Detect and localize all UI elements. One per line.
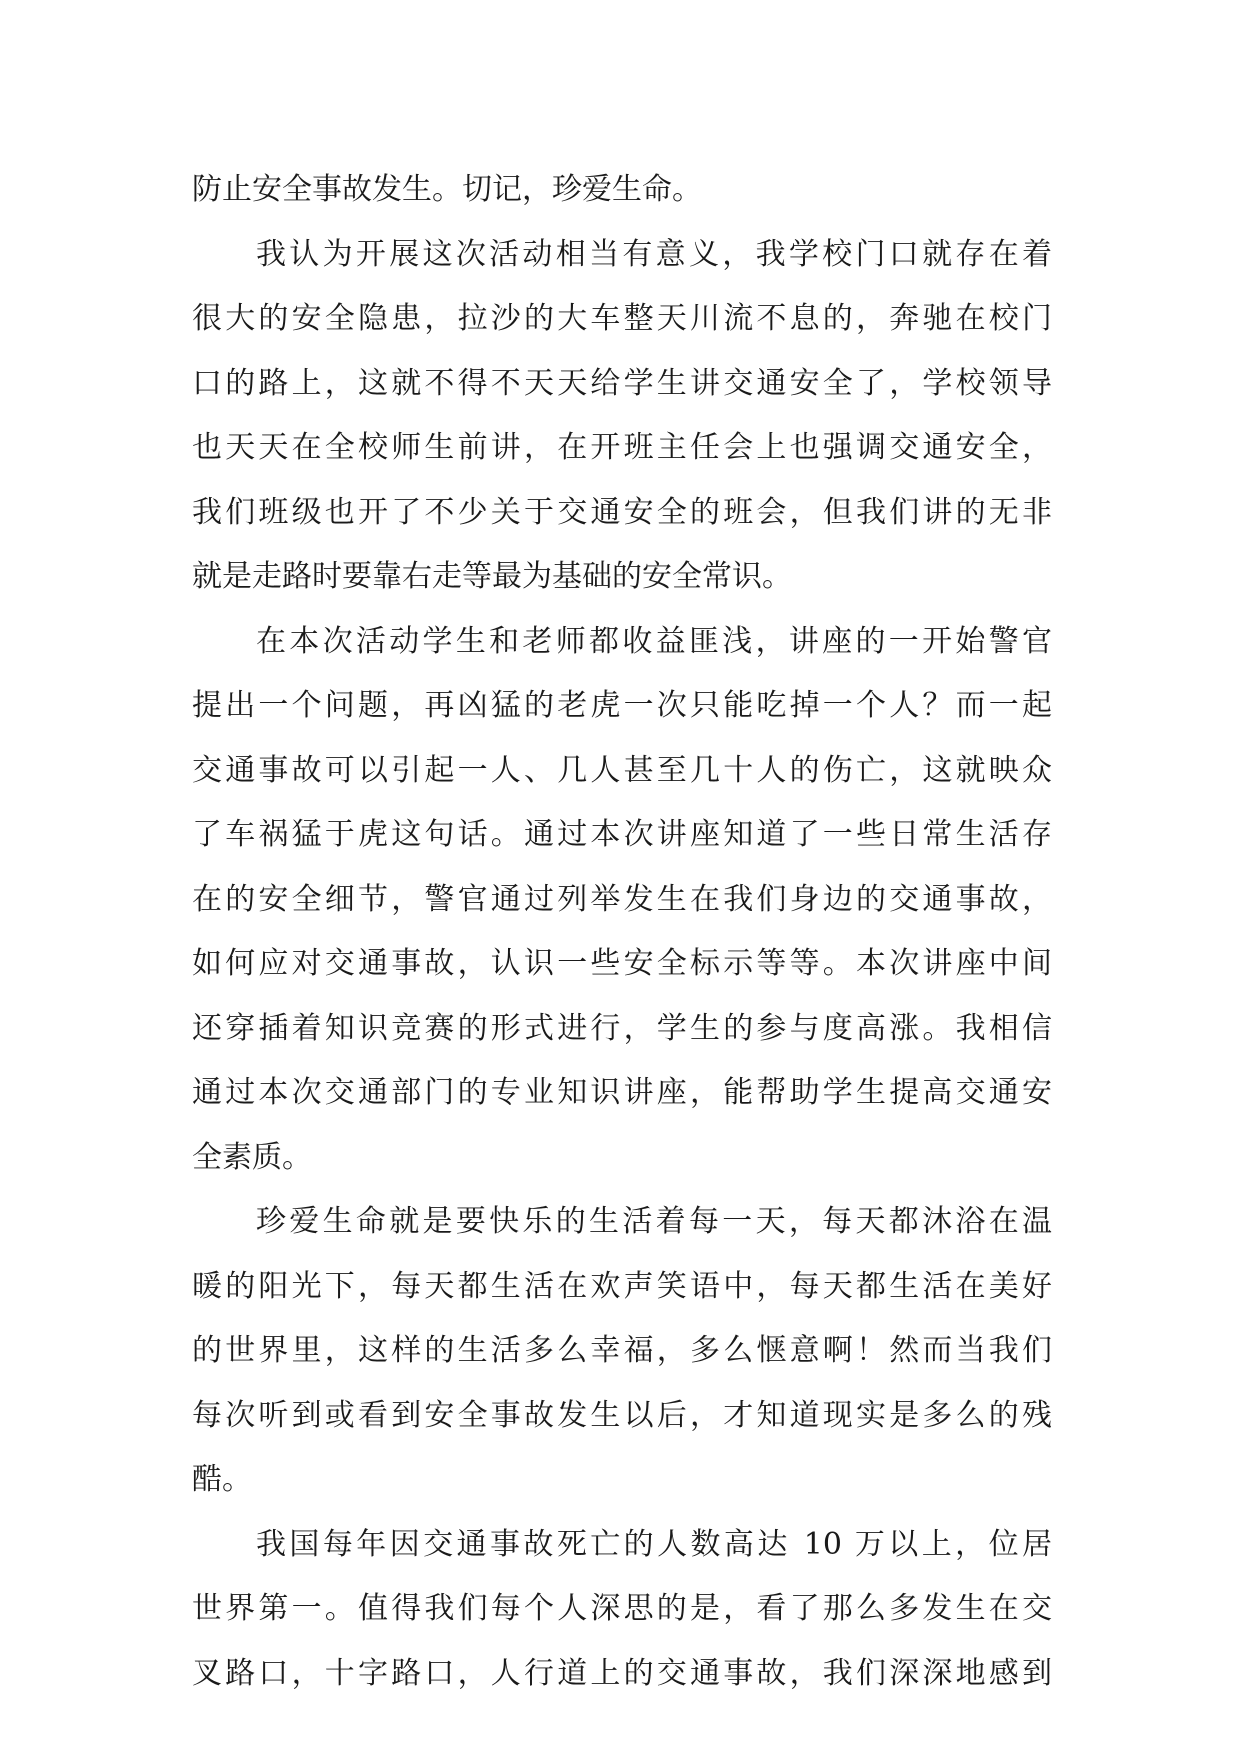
text-line: 全素质。: [192, 1139, 312, 1175]
text-line: 通过本次交通部门的专业知识讲座，能帮助学生提高交通安: [192, 1075, 1052, 1110]
paragraph-start-line: 在本次活动学生和老师都收益匪浅，讲座的一开始警官: [256, 623, 1052, 659]
body-text: [192, 158, 1052, 1706]
text-line: 叉路口，十字路口，人行道上的交通事故，我们深深地感到: [192, 1655, 1052, 1691]
text-line: 交通事故可以引起一人、几人甚至几十人的伤亡，这就映众: [192, 752, 1052, 788]
paragraph-start-line: 我国每年因交通事故死亡的人数高达 10 万以上，位居: [256, 1526, 1052, 1562]
text-line: 的世界里，这样的生活多么幸福，多么惬意啊！然而当我们: [192, 1333, 1052, 1368]
text-line: 每次听到或看到安全事故发生以后，才知道现实是多么的残: [192, 1397, 1052, 1433]
text-line: 暖的阳光下，每天都生活在欢声笑语中，每天都生活在美好: [192, 1268, 1052, 1304]
paragraph-start-line: 我认为开展这次活动相当有意义，我学校门口就存在着: [256, 236, 1052, 272]
text-line: 口的路上，这就不得不天天给学生讲交通安全了，学校领导: [192, 365, 1052, 401]
text-line: 我们班级也开了不少关于交通安全的班会，但我们讲的无非: [192, 494, 1052, 530]
text-line: 防止安全事故发生。切记，珍爱生命。: [192, 172, 702, 207]
text-line: 还穿插着知识竞赛的形式进行，学生的参与度高涨。我相信: [192, 1010, 1052, 1046]
text-line: 就是走路时要靠右走等最为基础的安全常识。: [192, 559, 792, 594]
paragraph-start-line: 珍爱生命就是要快乐的生活着每一天，每天都沐浴在温: [256, 1204, 1052, 1239]
text-line: 提出一个问题，再凶猛的老虎一次只能吃掉一个人？而一起: [192, 688, 1052, 723]
text-line: 在的安全细节，警官通过列举发生在我们身边的交通事故，: [192, 881, 1052, 917]
text-line: 如何应对交通事故，认识一些安全标示等等。本次讲座中间: [192, 946, 1052, 981]
text-line: 酷。: [192, 1462, 252, 1497]
text-line: 了车祸猛于虎这句话。通过本次讲座知道了一些日常生活存: [192, 817, 1052, 852]
text-line: 很大的安全隐患，拉沙的大车整天川流不息的，奔驰在校门: [192, 301, 1052, 336]
text-line: 也天天在全校师生前讲，在开班主任会上也强调交通安全，: [192, 430, 1052, 465]
text-line: 世界第一。值得我们每个人深思的是，看了那么多发生在交: [192, 1591, 1052, 1626]
